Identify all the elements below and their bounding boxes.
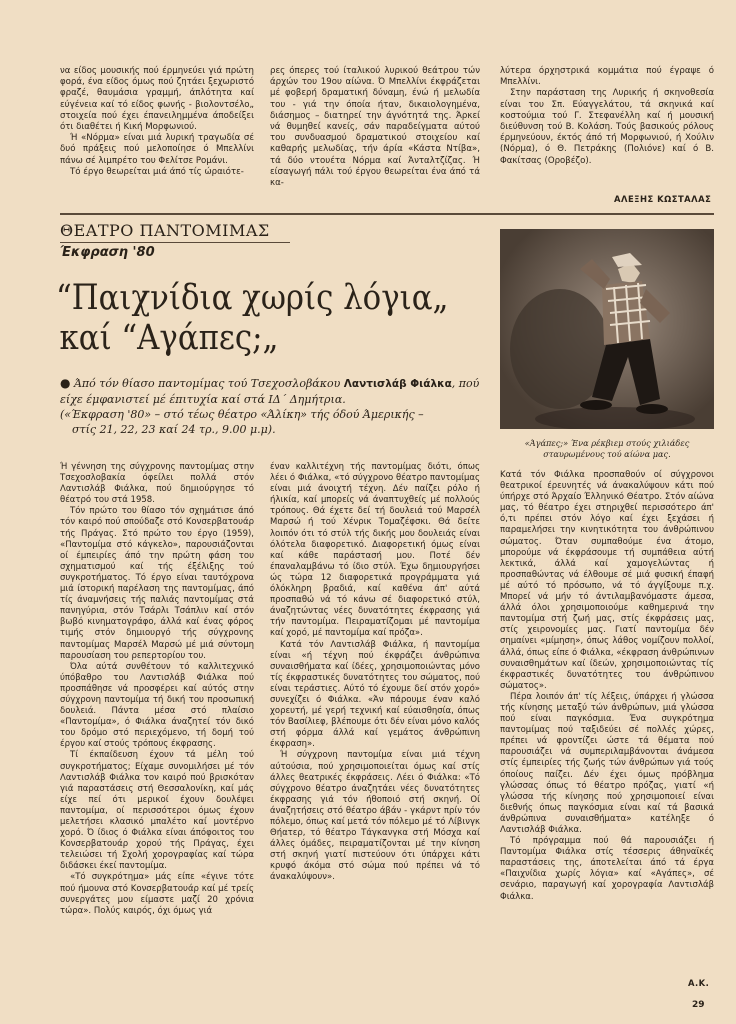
paragraph: να είδος μουσικής πού έρμηνεύει γιά πρώτη φορά, ένα είδος όμως πού ζητάει ξεχωριστό φραζέ, θαυμάσια γραμμή, άπλότητα καί εύγένεια καί τό είδος φωνής - βιολοντσέλο„ στοιχεία πού έχει έπανειλημμένα άποδείξει ότι διαθέτει ή Κική Μορφωνιού. (60, 66, 254, 133)
top-signature: ΑΛΕΞΗΣ ΚΩΣΤΑΛΑΣ (614, 194, 712, 204)
paragraph: Ή γέννηση της σύγχρονης παντομίμας στην Τσεχοσλοβακία όφείλει πολλά στόν Λαντισλάβ Φιάλκα, πού δημιούργησε τό θέατρό του στά 1958. (60, 462, 254, 506)
pantomime-photo (500, 229, 714, 429)
headline-line-1: “Παιχνίδια χωρίς λόγια„ (56, 278, 449, 318)
paragraph: Τό πρόγραμμα πού θά παρουσιάζει ή Παντομίμα Φιάλκα στίς τέσσερις άθηναϊκές παραστάσεις της, άποτελείται άπό τά έργα «Παιχνίδια χωρίς λόγια» καί «Αγάπες», σέ σενάριο, παραγωγή καί χορογραφία Λαντισλάβ Φιάλκα. (500, 836, 714, 902)
paragraph: Τί έκπαίδευση έχουν τά μέλη τού συγκροτήματος; Είχαμε συνομιλήσει μέ τόν Λαντισλάβ Φιάλκα τον καιρό πού βρισκόταν γιά παραστάσεις στή Θεσσαλονίκη, καί μάς είχε πεί ότι μερικοί έχουν δουλέψει παντομίμα, οί περισσότεροι όμως έχουν μελετήσει κλασικό μπαλέτο καί μοντέρνο χορό. Ό ίδιος ό Φιάλκα είναι άπόφοιτος του Κονσερβατουάρ χορού τής Πράγας, έχει τελειώσει τή Σχολή χορογραφίας καί τώρα διδάσκει έκεί παντομίμα. (60, 750, 254, 872)
photo-caption-line-1: «Άγάπες;» Ένα ρέκβιεμ στούς χιλιάδες (524, 438, 690, 448)
paragraph: «Τό συγκρότημα» μάς είπε «έγινε τότε πού ήμουνα στό Κονσερβατουάρ καί μέ τρείς συνεργάτες μου είμαστε μαζί 20 χρόνια τώρα». Πολύς καιρός, όχι όμως γιά (60, 872, 254, 916)
section-title-underline (60, 242, 290, 243)
top-column-2 (270, 66, 480, 189)
paragraph: λύτερα όρχηστρικά κομμάτια πού έγραψε ό Μπελλίνι. (500, 66, 714, 88)
paragraph: Ή «Νόρμα» είναι μιά λυρική τραγωδία σέ δυό πράξεις πού μελοποίησε ό Μπελλίνι πάνω σέ λιμπρέτο του Φελίτσε Ρομάνι. (60, 133, 254, 166)
lead-text-2: , πού είχε έμφανιστεί μέ έπιτυχία καί στά ΙΔ΄ Δημήτρια. (60, 377, 480, 406)
lead-text-1: Άπό τόν θίασο παντομίμας τού Τσεχοσλοβάκου (73, 377, 344, 390)
paragraph: Κατά τόν Λαντισλάβ Φιάλκα, ή παντομίμα είναι «ή τέχνη πού έκφράζει άνθρώπινα συναισθήματα καί ίδέες, χρησιμοποιώντας μόνο τίς έκφραστικές δυνατότητες του σώματος, πού είναι τεράστιες. Αύτό τό έχουμε δεί στόν χορό» συνεχίζει ό Φιάλκα. «Άν πάρουμε έναν καλό χορευτή, μέ γερή τεχνική καί εύαισθησία, όπως τόν Βασίλιεφ, βλέπουμε ότι δέν είναι μόνο καλός στή φόρμα άλλά καί γεμάτος άνθρώπινη έκφραση». (270, 639, 480, 750)
paragraph: Ή σύγχρονη παντομίμα είναι μιά τέχνη αύτούσια, πού χρησιμοποιείται όμως καί στίς άλλες θεατρικές έκφράσεις. Λέει ό Φιάλκα: «Τό σύγχρονο θέατρο άναζητάει νέες δυνατότητες έκφρασης γιά τόν ήθοποιό στή σκηνή. Οί άναζητήσεις στό θέατρο άβάν - γκάρντ πρίν τόν πόλεμο, όπως καί μετά τόν πόλεμο μέ τό Λίβινγκ Θήατερ, τό θέατρο Τάγκανγκα στή Μόσχα καί άλλες όμάδες, πειραματίζονται μέ την κίνηση στή σκηνή γιατί πιστεύουν ότι ύπάρχει κάτι κρυφό άκόμα στό σώμα πού πρέπει νά τό άνακαλύψουν». (270, 750, 480, 883)
paragraph: Τόν πρώτο του θίασο τόν σχημάτισε άπό τόν καιρό πού σπούδαζε στό Κονσερβατουάρ τής Πράγας. Στό πρώτο του έργο (1959), «Παντομίμα στό κάγκελο», παρουσιάζονται οί έμπειρίες άπό την πρώτη φάση του σχηματισμού καί τής έξέλιξης τού συγκροτήματος. Τό έργο είναι ταυτόχρονα μιά ίστορική παρέλαση της παντομίμας, άπό τίς άναμνήσεις τής παλιάς παντομίμας στά πανηγύρια, στόν Τσάρλι Τσάπλιν καί στόν βωβό κινηματογράφο, άλλά καί ένας φόρος τιμής στόν δημιουργό τής σύγχρονης παντομίμας Μαρσέλ Μαρσώ μέ μιά σύντομη παρουσίαση του ρεπερτορίου του. (60, 506, 254, 661)
body-column-2 (270, 462, 480, 884)
section-subtitle: Έκφραση '80 (60, 245, 155, 260)
paragraph: ρες όπερες τού ίταλικού λυρικού θεάτρου τών άρχών του 19ου αίώνα. Ό Μπελλίνι έκφράζεται μέ φοβερή δραματική δύναμη, ένώ ή μελωδία του - γιά την όποία ήταν, δικαιολογημένα, διάσημος – διατηρεί την άγνότητά της. Άρκεί νά θυμηθεί κανείς, σάν παραδείγματα αύτού του συνδυασμού δραματικού στοιχείου καί καθαρής μελωδίας, τήν άρία «Κάστα Ντίβα», τά δύο ντουέτα Νόρμα καί Άνταλτζίζας. Ή είσαγωγή πάλι τού έργου θεωρείται ένα άπό τά κα- (270, 66, 480, 189)
dancer-figure-image (500, 229, 714, 429)
lead-bullet: ● (60, 376, 71, 390)
lead-name: Λαντισλάβ Φιάλκα (343, 378, 452, 390)
section-divider (60, 213, 714, 215)
lead-paragraph (60, 376, 490, 437)
paragraph: Όλα αύτά συνθέτουν τό καλλιτεχνικό ύπόβαθρο του Λαντισλάβ Φιάλκα πού προσπάθησε νά προσφέρει καί αύτός στην σύγχρονη παντομίμα τή δική του προσωπική δουλειά. Πάντα μέσα στό πλαίσιο «Παντομίμα», ό Φιάλκα άναζητεί τόν δικό του δρόμο στό περιεχόμενο, τή δομή τού έργου καί στούς τρόπους έκφρασης. (60, 661, 254, 750)
paragraph: έναν καλλιτέχνη τής παντομίμας διότι, όπως λέει ό Φιάλκα, «τό σύγχρονο θέατρο παντομίμας είναι μιά άνοιχτή τέχνη. Δέν παίζει ρόλο ή ήλικία, καί μπορείς νά άναπτυχθείς μέ πολλούς τρόπους. Θά έχετε δεί τή δουλειά τού Μαρσέλ Μαρσώ ή τού Χένρικ Τομαζέφσκι. Θά δείτε λοιπόν ότι τό στύλ τής δικής μου δουλειάς είναι όλότελα διαφορετικό. Διαφορετική όμως είναι καί κάθε παράστασή μου. Ποτέ δέν έπαναλαμβάνω τό ίδιο στύλ. Έχω δημιουργήσει ώς τώρα 12 διαφορετικά προγράμματα γιά όλόκληρη βραδιά, καί καθένα άπ' αύτά προσπαθώ νά τό κάνω σέ διαφορετικό στύλ, άναζητώντας νέες δυνατότητες έκφρασης γιά τήν παντομίμα. Πειραματίζομαι μέ παντομίμα καί χορό, μέ παντομίμα καί πρόζα». (270, 462, 480, 639)
photo-caption-line-2: σταυρωμένους τού αίώνα μας. (543, 449, 671, 459)
page-number: 29 (692, 1000, 705, 1010)
section-title: ΘΕΑΤΡΟ ΠΑΝΤΟΜΙΜΑΣ (60, 221, 270, 240)
top-column-3 (500, 66, 714, 167)
body-column-3 (500, 470, 714, 903)
top-column-1 (60, 66, 254, 178)
paragraph: Πέρα λοιπόν άπ' τίς λέξεις, ύπάρχει ή γλώσσα τής κίνησης μεταξύ τών άνθρώπων, μιά γλώσσα πού είναι παγκόσμια. Ένα συγκρότημα παντομίμας πού ταξιδεύει σέ πολλές χώρες, πρέπει νά φροντίζει ώστε τά θέματα πού παρουσιάζει νά συμπεριλαμβάνονται άνάμεσα στίς έμπειρίες τής ζωής τών άνθρώπων γιά τούς όποίους παίζει. Δέν έχει όμως πρόβλημα γλώσσας όπως τό θέατρο πρόζας, γιατί «ή γλώσσα τής κίνησης πού χρησιμοποιεί είναι διεθνής όπως παγκόσμια είναι καί τά βασικά άνθρώπινα συναισθήματα» κατέληξε ό Λαντισλάβ Φιάλκα. (500, 691, 714, 835)
paragraph: Τό έργο θεωρείται μιά άπό τίς ώραιότε- (70, 166, 244, 177)
body-signature: Α.Κ. (688, 978, 710, 988)
paragraph: Κατά τόν Φιάλκα προσπαθούν οί σύγχρονοι θεατρικοί έρευνητές νά άνακαλύψουν κάτι πού ύπήρχε στό Άρχαίο Έλληνικό Θέατρο. Στόν αίώνα μας, τό θέατρο έχει στηριχθεί περισσότερο άπ' ό,τι πρέπει στόν λόγο καί έχει ξεχάσει ή παραμελήσει την κινητικότητα του άνθρώπινου σώματος. Όταν συμπαθούμε ένα άτομο, μπορούμε νά έκφράσουμε τή συμπάθεια αύτή λεκτικά, άλλά καί χαμογελώντας ή προσπαθώντας νά έλθουμε σέ μιά φυσική έπαφή μέ αύτό τό πρόσωπο, νά τό άγγίξουμε π.χ. Μπορεί νά μήν τό άντιλαμβανόμαστε άμεσα, άλλά όλοι χρησιμοποιούμε καθημερινά την παντομίμα στή ζωή μας, στίς έκφράσεις μας, στίς χειρονομίες μας. Γιατί παντομίμα δέν σημαίνει «μίμηση», όπως λάθος νομίζουν πολλοί, άλλά, όπως είπε ό Φιάλκα, «έκφραση άνθρώπινων συναισθημάτων καί ίδεών, χρησιμοποιώντας τίς έκφραστικές δυνατότητες του άνθρώπινου σώματος». (500, 470, 714, 691)
body-column-1 (60, 462, 254, 917)
lead-line-3: στίς 21, 22, 23 καί 24 τρ., 9.00 μ.μ). (72, 423, 276, 436)
lead-line-2: («Έκφραση '80» – στό τέως θέατρο «Άλίκη» τής όδού Άμερικής – (60, 408, 424, 421)
photo-caption (500, 438, 714, 460)
headline (56, 278, 449, 358)
headline-line-2: καί “Αγάπες;„ (59, 318, 279, 358)
paragraph: Στην παράσταση της Λυρικής ή σκηνοθεσία είναι του Σπ. Εύαγγελάτου, τά σκηνικά καί κοστούμια τού Γ. Στεφανέλλη καί ή μουσική διεύθυνση τού Β. Κολάση. Τούς βασικούς ρόλους έρμηνεύουν, έκτός άπό τή Μορφωνιού, ή Χούλιν (Νόρμα), ό Θ. Πετράκης (Πολιόνε) καί ό Β. Φακίτσας (Οροβέζο). (500, 88, 714, 166)
